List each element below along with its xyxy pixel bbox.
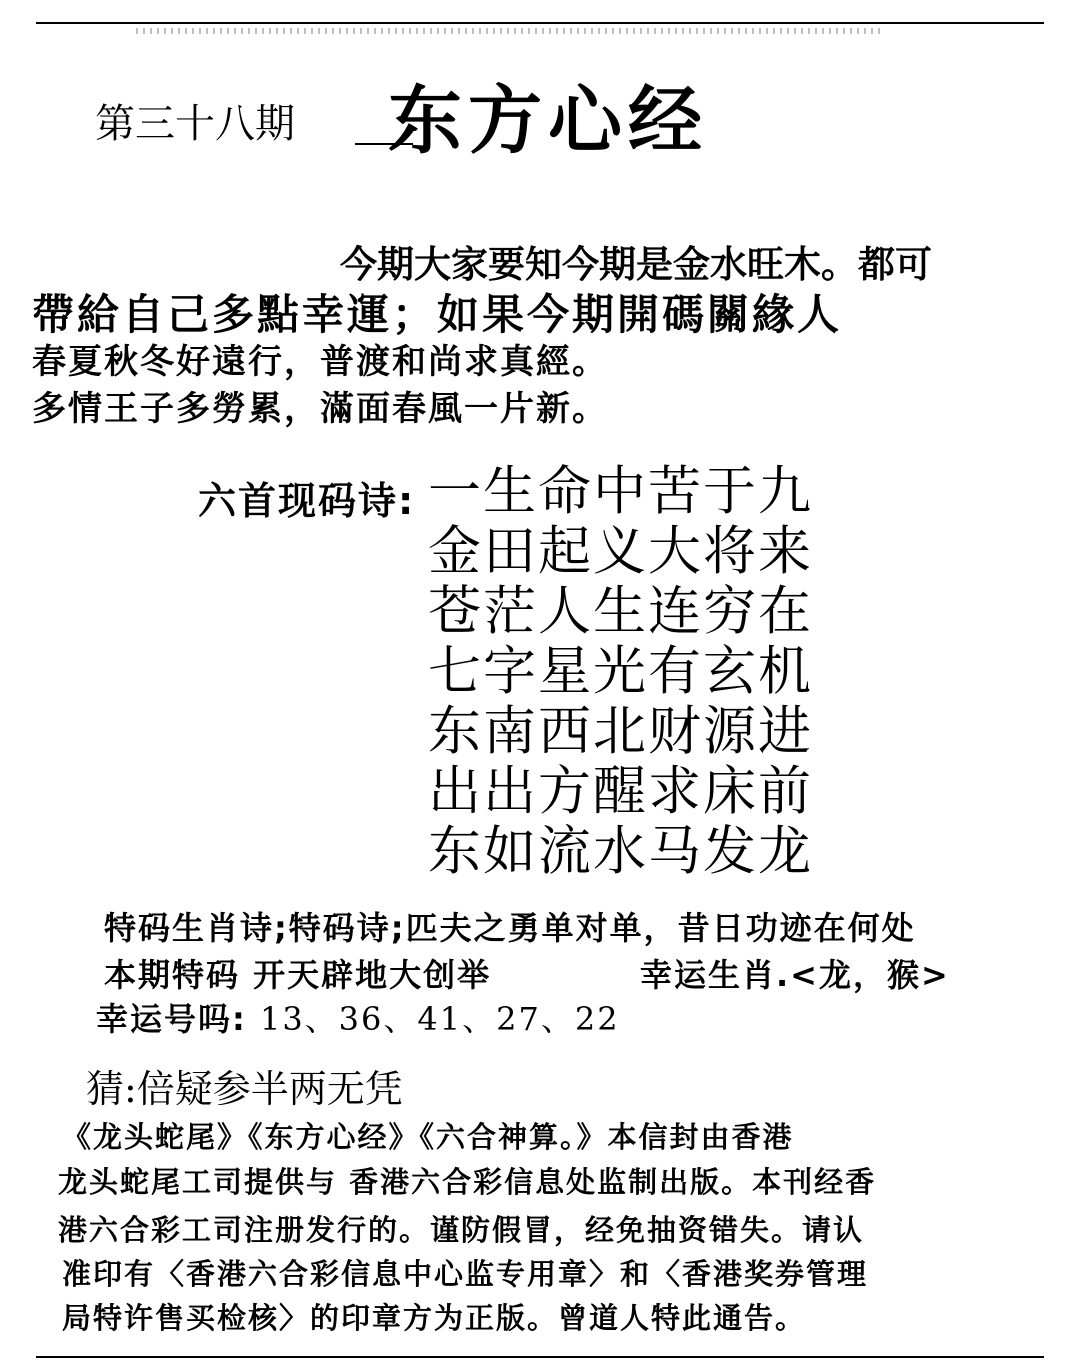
poem-line: 苍茫人生连穷在 (428, 581, 813, 642)
notice-line-2: 龙头蛇尾工司提供与 香港六合彩信息处监制出版。本刊经香 (58, 1165, 877, 1199)
intro-line-3: 春夏秋冬好遠行，普渡和尚求真經。 (32, 342, 608, 382)
intro-line-2: 帶給自己多點幸運；如果今期開碼關緣人 (32, 290, 843, 339)
lucky-numbers-label: 幸运号吗: (96, 1000, 247, 1038)
poem-line: 东南西北财源进 (428, 701, 813, 762)
guess-line: 猜:倍疑参半两无凭 (86, 1067, 403, 1111)
notice-line-4: 准印有〈香港六合彩信息中心监专用章〉和〈香港奖券管理 (62, 1257, 869, 1291)
special-poem-line: 特码生肖诗;特码诗;匹夫之勇单对单，昔日功迹在何处 (104, 909, 916, 947)
intro-line-1: 今期大家要知今期是金水旺木。都可 (340, 243, 932, 286)
poem-line: 一生命中苦于九 (428, 461, 813, 522)
top-rule (36, 22, 1044, 38)
poem-line: 出出方醒求床前 (428, 761, 813, 822)
page-title: 东方心经 (388, 78, 708, 164)
lucky-numbers: 13、36、41、27、22 (259, 1000, 620, 1038)
poem (428, 462, 813, 882)
bottom-rule (36, 1356, 1044, 1358)
lucky-numbers-row (96, 994, 620, 1040)
poem-line: 七字星光有玄机 (428, 641, 813, 702)
poem-label: 六首现码诗: (198, 479, 416, 523)
notice-line-5: 局特许售买检核〉的印章方为正版。曾道人特此通告。 (62, 1301, 807, 1335)
lucky-zodiac: 幸运生肖.<龙，猴> (640, 956, 950, 994)
poem-line: 东如流水马发龙 (428, 821, 813, 882)
intro-line-4: 多情王子多勞累，滿面春風一片新。 (32, 389, 608, 429)
issue-number: 第三十八期 (95, 101, 295, 147)
poem-line: 金田起义大将来 (428, 521, 813, 582)
special-code-line: 本期特码 开天辟地大创举 (104, 956, 492, 994)
notice-line-3: 港六合彩工司注册发行的。谨防假冒，经免抽资错失。请认 (58, 1213, 865, 1247)
notice-line-1: 《龙头蛇尾》《东方心经》《六合神算。》本信封由香港 (62, 1120, 794, 1154)
